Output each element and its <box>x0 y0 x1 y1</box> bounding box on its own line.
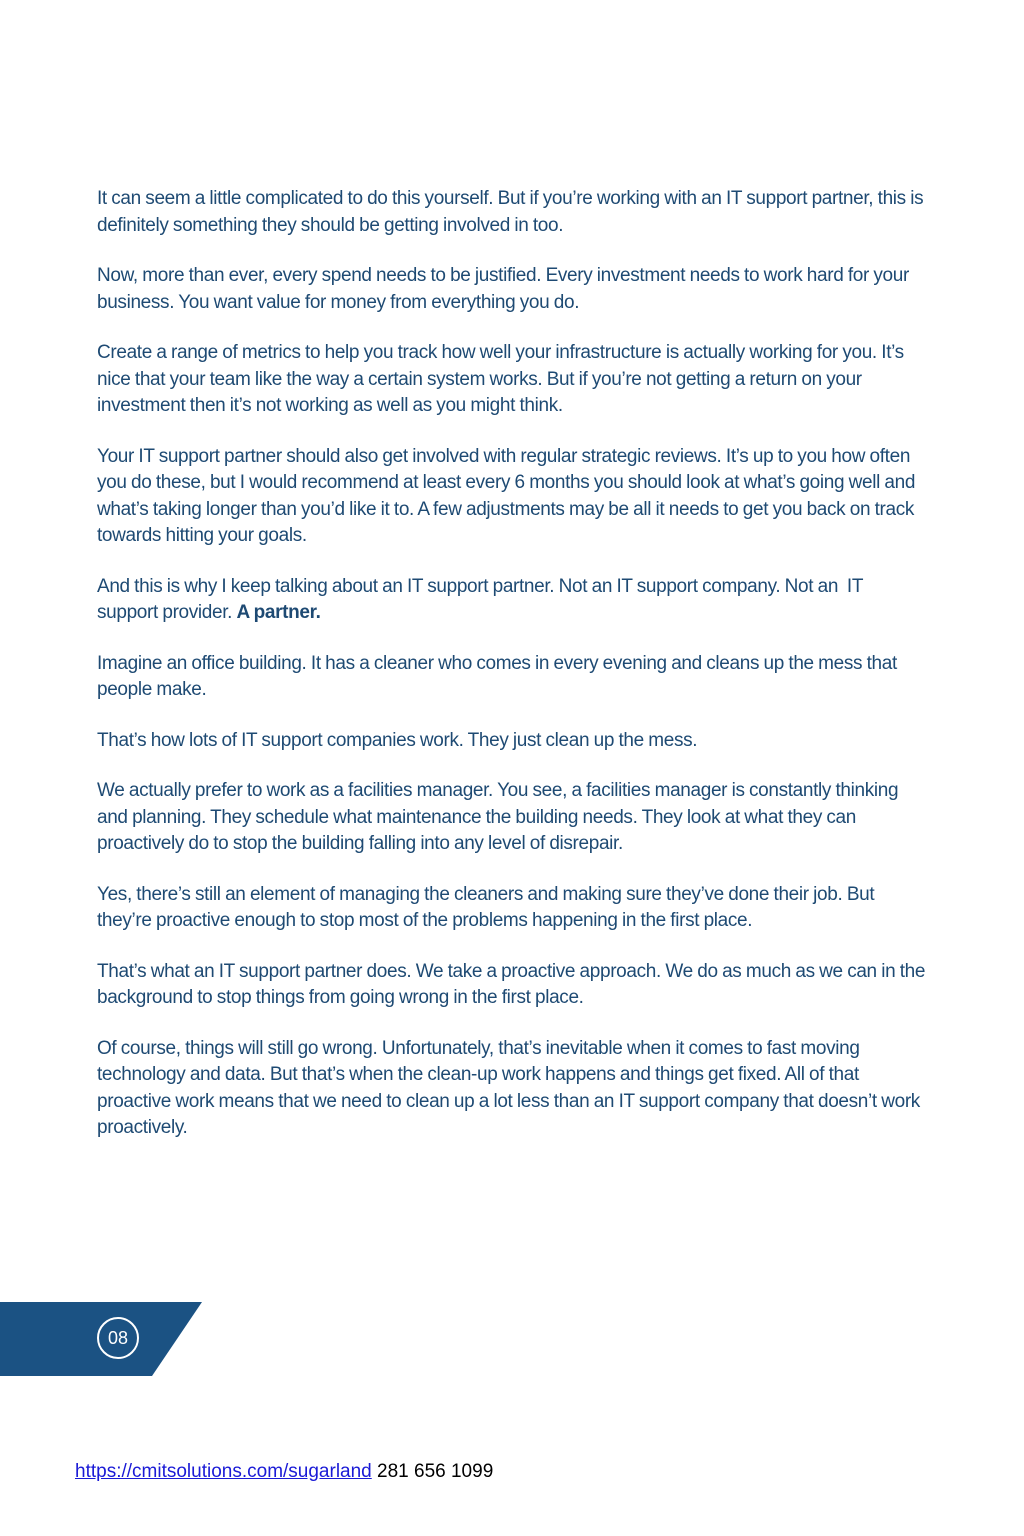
paragraph: Yes, there’s still an element of managing the cleaners and making sure they’ve done their job. But they’re proactive enough to stop most of the problems happening in the first place. <box>97 883 875 931</box>
paragraph: It can seem a little complicated to do this yourself. But if you’re working with an IT support partner, this is definitely something they should be getting involved in too. <box>97 188 924 236</box>
body-content <box>97 186 927 1166</box>
paragraph: Of course, things will still go wrong. Unfortunately, that’s inevitable when it comes to fast moving technology and data. But that’s when the clean-up work happens and things get fixed. All of that proactive work means that we need to clean up a lot less than an IT support company that doesn’t work proactively. <box>97 1037 920 1138</box>
partner-paragraph <box>97 574 927 627</box>
page-number: 08 <box>97 1317 139 1359</box>
paragraph: We actually prefer to work as a facilities manager. You see, a facilities manager is constantly thinking and planning. They schedule what maintenance the building needs. They look at what they can proactively do to stop the building falling into any level of disrepair. <box>97 780 899 854</box>
partner-emphasis: A partner. <box>236 602 321 623</box>
paragraph: Imagine an office building. It has a cleaner who comes in every evening and cleans up the mess that people make. <box>97 652 897 700</box>
paragraph: That’s what an IT support partner does. We take a proactive approach. We do as much as we can in the background to stop things from going wrong in the first place. <box>97 960 926 1008</box>
paragraph: Create a range of metrics to help you track how well your infrastructure is actually working for you. It’s nice that your team like the way a certain system works. But if you’re not getting a return on your investment then it’s not working as well as you might think. <box>97 342 904 416</box>
footer <box>75 1461 493 1483</box>
phone-number: 281 656 1099 <box>377 1461 494 1482</box>
paragraph: Your IT support partner should also get involved with regular strategic reviews. It’s up to you how often you do these, but I would recommend at least every 6 months you should look at what’s going well and what’s taking longer than you’d like it to. A few adjustments may be all it needs to get you back on track towards hitting your goals. <box>97 445 916 546</box>
paragraph: Now, more than ever, every spend needs to be justified. Every investment needs to work hard for your business. You want value for money from everything you do. <box>97 265 909 313</box>
partner-paragraph-text: And this is why I keep talking about an IT support partner. Not an IT support company. Not an IT support provider. <box>97 575 868 623</box>
paragraph: That’s how lots of IT support companies work. They just clean up the mess. <box>97 729 698 751</box>
website-link[interactable]: https://cmitsolutions.com/sugarland <box>75 1461 372 1482</box>
